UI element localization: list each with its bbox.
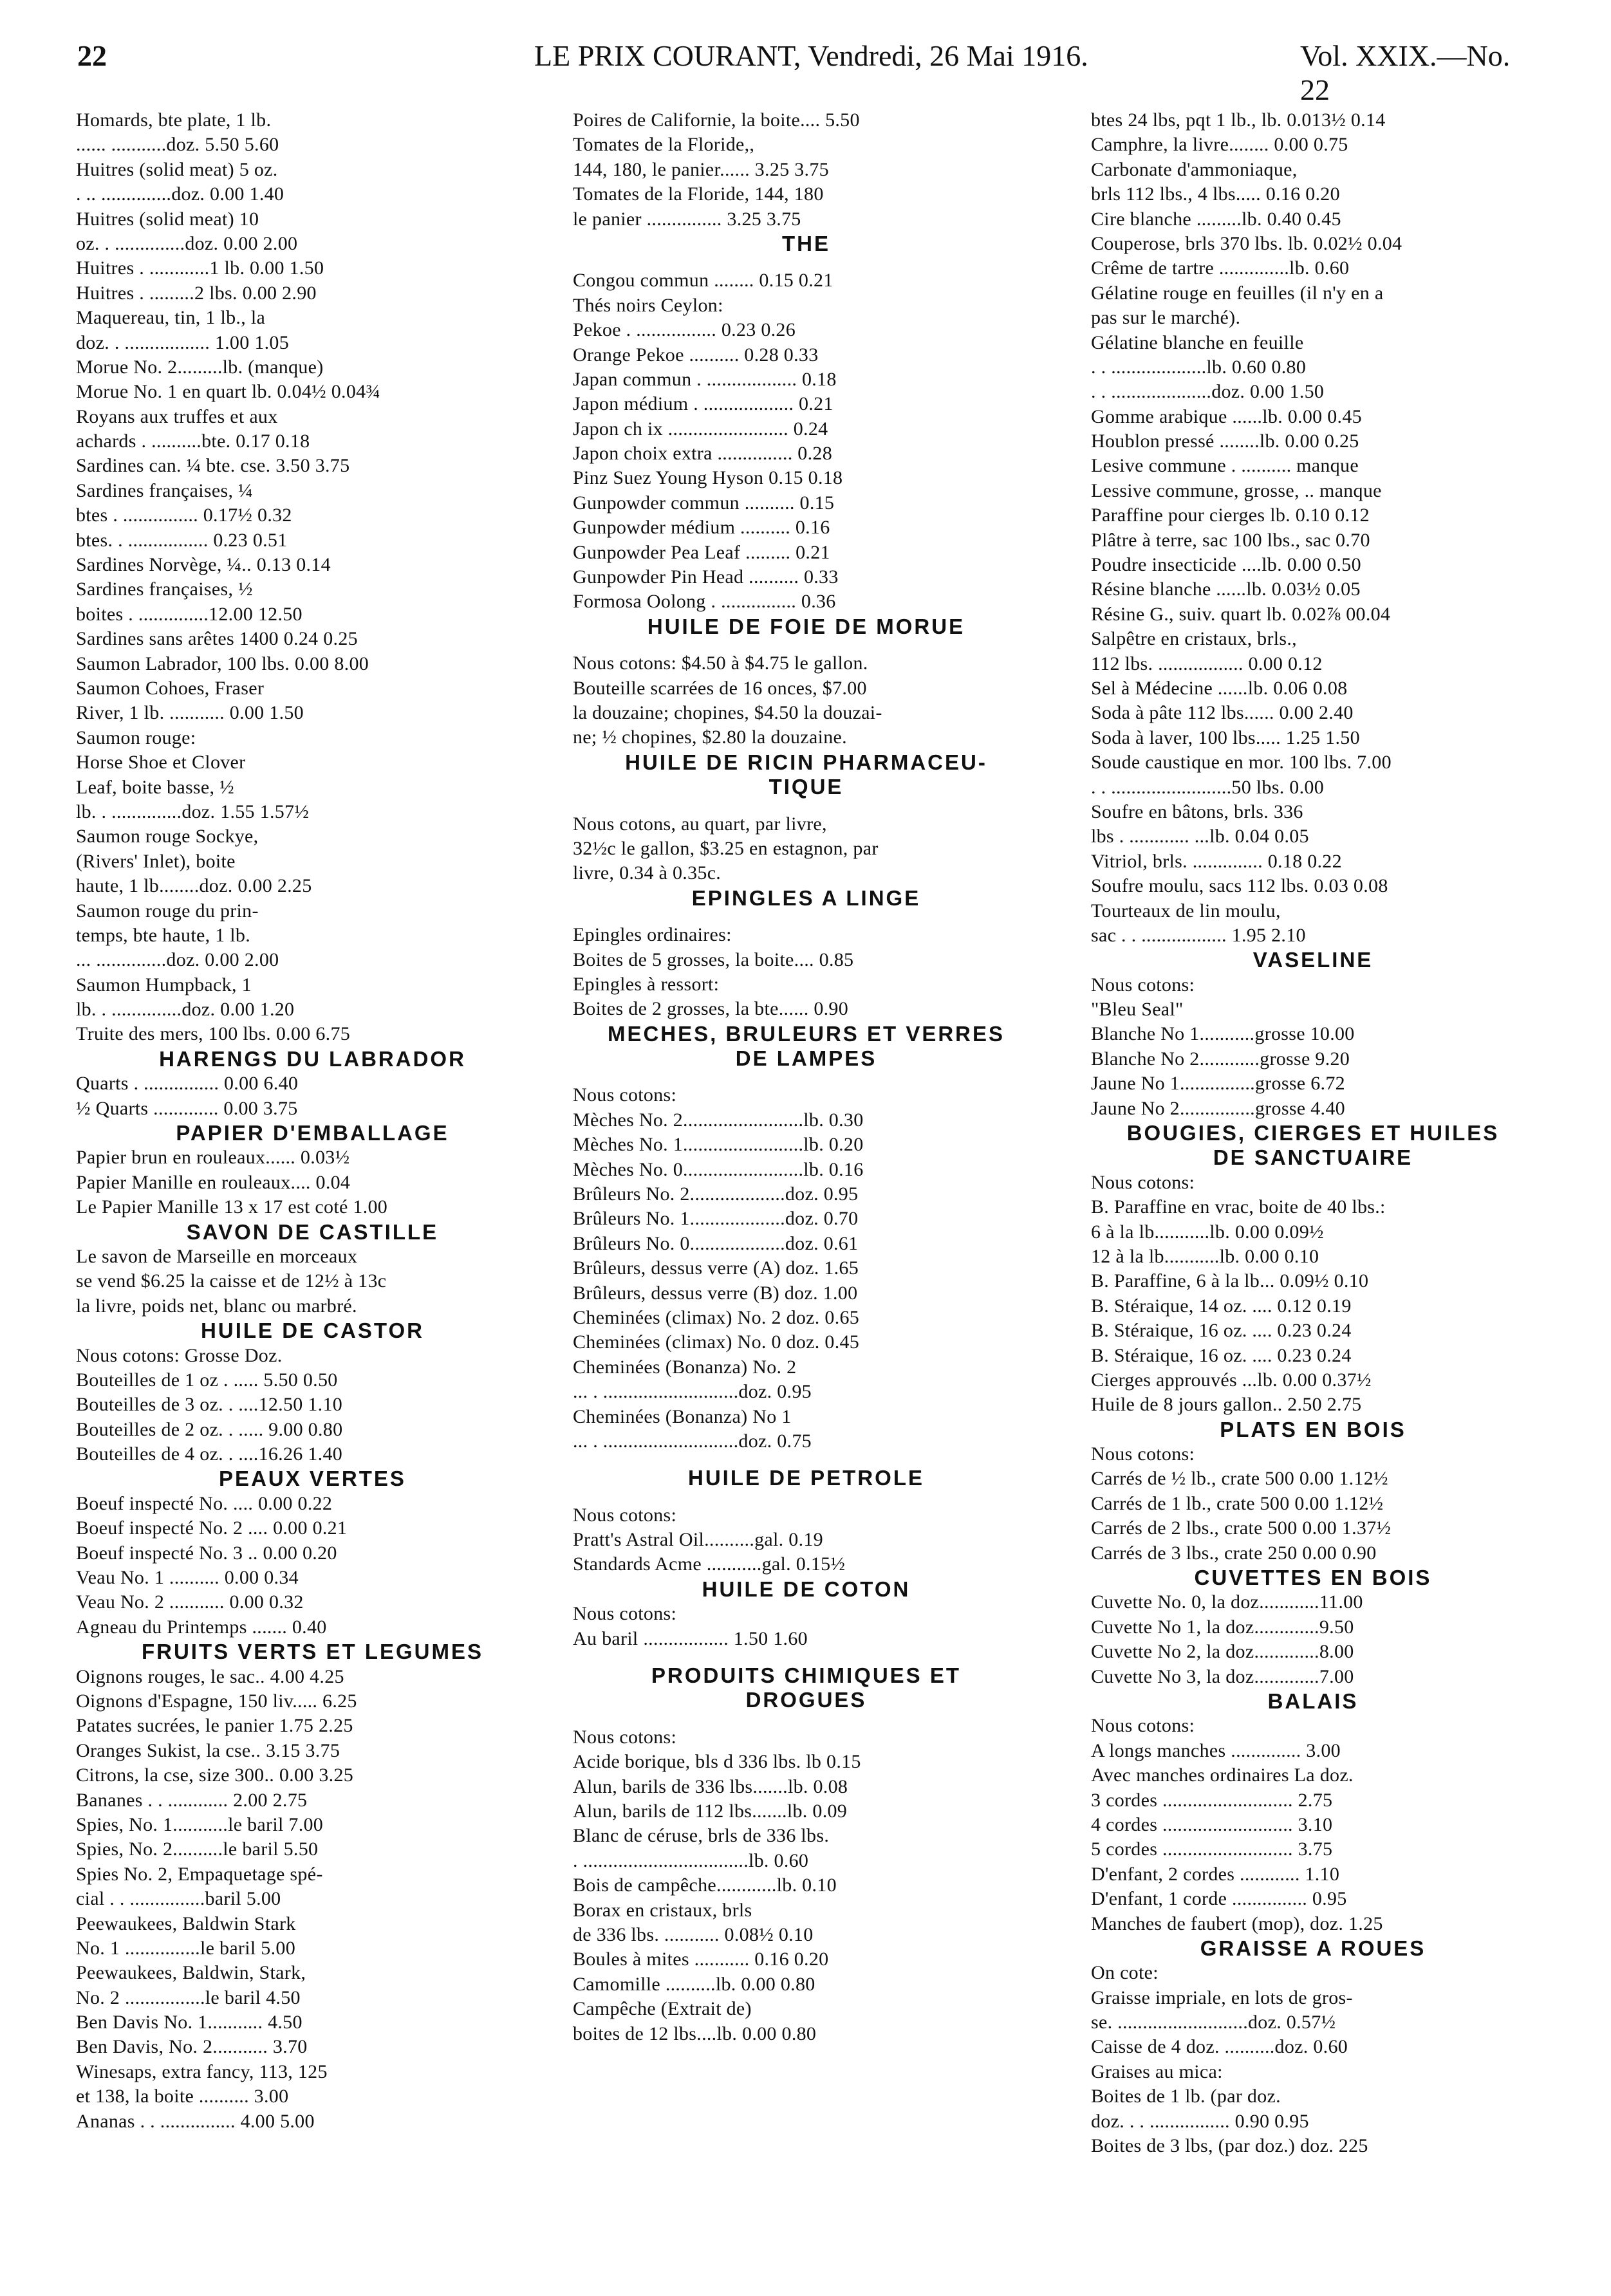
price-line: Quarts . ............... 0.00 6.40: [76, 1073, 299, 1095]
price-line: Formosa Oolong . ............... 0.36: [573, 591, 836, 613]
price-line: Spies, No. 2..........le baril 5.50: [76, 1838, 319, 1860]
price-line: Boeuf inspecté No. 3 .. 0.00 0.20: [76, 1542, 337, 1564]
price-line: doz. . ................. 1.00 1.05: [76, 331, 290, 353]
price-line: btes 24 lbs, pqt 1 lb., lb. 0.013½ 0.14: [1091, 109, 1386, 131]
price-line: de 336 lbs. ........... 0.08½ 0.10: [573, 1923, 814, 1945]
price-line: Congou commun ........ 0.15 0.21: [573, 270, 833, 292]
price-line: B. Paraffine en vrac, boite de 40 lbs.:: [1091, 1196, 1386, 1218]
price-line: Brûleurs No. 0...................doz. 0.61: [573, 1232, 859, 1254]
price-line: Camomille ..........lb. 0.00 0.80: [573, 1973, 815, 1995]
price-line: Blanche No 1...........grosse 10.00: [1091, 1023, 1355, 1045]
price-line: Ananas . . ............... 4.00 5.00: [76, 2110, 315, 2132]
price-line: lb. . ..............doz. 1.55 1.57½: [76, 801, 310, 822]
column-1: [76, 108, 549, 2283]
price-line: Peewaukees, Baldwin, Stark,: [76, 1962, 306, 1984]
price-line: Huitres (solid meat) 5 oz.: [76, 158, 278, 180]
price-line: 144, 180, le panier...... 3.25 3.75: [573, 158, 829, 180]
spacer: [573, 1713, 1039, 1725]
price-line: Poudre insecticide ....lb. 0.00 0.50: [1091, 554, 1361, 576]
price-line: Maquereau, tin, 1 lb., la: [76, 307, 266, 329]
price-line: Tourteaux de lin moulu,: [1091, 900, 1281, 921]
section-heading: GRAISSE A ROUES: [1200, 1936, 1426, 1960]
price-line: Couperose, brls 370 lbs. lb. 0.02½ 0.04: [1091, 232, 1402, 254]
price-line: Epingles ordinaires:: [573, 924, 732, 946]
price-line: Nous cotons, au quart, par livre,: [573, 813, 827, 835]
price-line: Nous cotons: Grosse Doz.: [76, 1344, 283, 1366]
price-line: Pratt's Astral Oil..........gal. 0.19: [573, 1529, 823, 1551]
price-line: Citrons, la cse, size 300.. 0.00 3.25: [76, 1764, 354, 1786]
price-line: Avec manches ordinaires La doz.: [1091, 1764, 1354, 1786]
section-heading: PAPIER D'EMBALLAGE: [176, 1121, 449, 1145]
price-line: Houblon pressé ........lb. 0.00 0.25: [1091, 430, 1359, 452]
price-line: la douzaine; chopines, $4.50 la douzai-: [573, 701, 882, 723]
price-line: Blanche No 2............grosse 9.20: [1091, 1048, 1350, 1069]
price-line: Huitres . ............1 lb. 0.00 1.50: [76, 257, 324, 279]
price-line: Cheminées (climax) No. 0 doz. 0.45: [573, 1331, 860, 1353]
price-line: . .. ..............doz. 0.00 1.40: [76, 183, 284, 205]
price-line: doz. . . ................ 0.90 0.95: [1091, 2110, 1309, 2132]
price-line: Royans aux truffes et aux: [76, 405, 278, 427]
price-line: Winesaps, extra fancy, 113, 125: [76, 2060, 328, 2082]
section-heading: HUILE DE CASTOR: [201, 1319, 424, 1343]
price-line: Veau No. 1 .......... 0.00 0.34: [76, 1567, 299, 1589]
price-line: Morue No. 2.........lb. (manque): [76, 356, 324, 378]
price-line: ... . ...........................doz. 0.95: [573, 1381, 812, 1403]
price-line: Caisse de 4 doz. ..........doz. 0.60: [1091, 2036, 1348, 2058]
price-line: Saumon rouge Sockye,: [76, 826, 259, 847]
price-line: Sardines françaises, ¼: [76, 479, 253, 501]
price-line: lbs . ............ ...lb. 0.04 0.05: [1091, 826, 1309, 847]
price-line: Plâtre à terre, sac 100 lbs., sac 0.70: [1091, 529, 1370, 551]
price-line: temps, bte haute, 1 lb.: [76, 924, 251, 946]
price-line: Saumon Cohoes, Fraser: [76, 677, 265, 699]
spacer: [573, 911, 1039, 923]
section-heading: TIQUE: [768, 775, 844, 799]
price-line: ne; ½ chopines, $2.80 la douzaine.: [573, 727, 847, 748]
price-line: Brûleurs No. 1...................doz. 0.70: [573, 1208, 859, 1230]
price-line: Horse Shoe et Clover: [76, 752, 246, 773]
section-heading: EPINGLES A LINGE: [691, 885, 921, 910]
spacer: [573, 256, 1039, 268]
price-line: Saumon rouge:: [76, 727, 196, 748]
price-line: 12 à la lb...........lb. 0.00 0.10: [1091, 1245, 1319, 1267]
price-line: Soda à laver, 100 lbs..... 1.25 1.50: [1091, 727, 1360, 748]
section-heading: HUILE DE FOIE DE MORUE: [647, 614, 965, 638]
price-line: se. ..........................doz. 0.57½: [1091, 2012, 1336, 2033]
price-line: livre, 0.34 à 0.35c.: [573, 862, 722, 884]
price-line: . . ...................lb. 0.60 0.80: [1091, 356, 1307, 378]
price-line: Cheminées (climax) No. 2 doz. 0.65: [573, 1306, 860, 1328]
price-line: Le Papier Manille 13 x 17 est coté 1.00: [76, 1196, 388, 1218]
price-line: Tomates de la Floride,,: [573, 134, 755, 156]
price-line: Boites de 2 grosses, la bte...... 0.90: [573, 998, 849, 1020]
price-line: Carrés de ½ lb., crate 500 0.00 1.12½: [1091, 1468, 1388, 1490]
price-line: Manches de faubert (mop), doz. 1.25: [1091, 1912, 1383, 1934]
price-line: Sardines can. ¼ bte. cse. 3.50 3.75: [76, 455, 350, 477]
price-line: lb. . ..............doz. 0.00 1.20: [76, 999, 295, 1021]
price-line: Gélatine rouge en feuilles (il n'y en a: [1091, 282, 1384, 304]
price-line: Salpêtre en cristaux, brls.,: [1091, 628, 1297, 650]
price-line: Jaune No 1...............grosse 6.72: [1091, 1073, 1345, 1095]
price-line: Au baril ................. 1.50 1.60: [573, 1627, 808, 1649]
price-line: Cuvette No 3, la doz.............7.00: [1091, 1665, 1354, 1687]
price-line: Sel à Médecine ......lb. 0.06 0.08: [1091, 677, 1348, 699]
price-line: Peewaukees, Baldwin Stark: [76, 1912, 296, 1934]
price-line: ½ Quarts ............. 0.00 3.75: [76, 1097, 298, 1119]
price-line: Nous cotons:: [573, 1603, 677, 1625]
price-line: B. Stéraique, 14 oz. .... 0.12 0.19: [1091, 1295, 1352, 1317]
price-line: Gélatine blanche en feuille: [1091, 331, 1304, 353]
section-heading: VASELINE: [1252, 948, 1374, 972]
spacer: [573, 1071, 1039, 1083]
price-line: Cierges approuvés ...lb. 0.00 0.37½: [1091, 1369, 1372, 1391]
price-line: Boeuf inspecté No. 2 .... 0.00 0.21: [76, 1517, 348, 1539]
price-line: sac . . ................. 1.95 2.10: [1091, 924, 1306, 946]
price-line: Sardines Norvège, ¼.. 0.13 0.14: [76, 554, 331, 576]
price-line: boites de 12 lbs....lb. 0.00 0.80: [573, 2023, 817, 2044]
price-line: Soufre en bâtons, brls. 336: [1091, 801, 1303, 822]
price-line: 32½c le gallon, $3.25 en estagnon, par: [573, 837, 879, 859]
section-heading: BOUGIES, CIERGES ET HUILES: [1126, 1121, 1500, 1145]
price-line: Patates sucrées, le panier 1.75 2.25: [76, 1715, 353, 1737]
price-line: (Rivers' Inlet), boite: [76, 850, 236, 872]
section-heading: HUILE DE PETROLE: [687, 1466, 925, 1490]
price-line: btes. . ................ 0.23 0.51: [76, 529, 288, 551]
price-line: B. Stéraique, 16 oz. .... 0.23 0.24: [1091, 1344, 1352, 1366]
price-line: Nous cotons:: [1091, 1443, 1195, 1465]
price-line: Bois de campêche............lb. 0.10: [573, 1875, 837, 1896]
price-line: cial . . ...............baril 5.00: [76, 1888, 281, 1910]
section-heading: FRUITS VERTS ET LEGUMES: [141, 1640, 484, 1664]
price-line: Brûleurs, dessus verre (A) doz. 1.65: [573, 1257, 859, 1279]
price-line: "Bleu Seal": [1091, 999, 1184, 1021]
section-heading: DE SANCTUAIRE: [1213, 1145, 1413, 1170]
price-line: Huitres . .........2 lbs. 0.00 2.90: [76, 282, 317, 304]
price-line: Standards Acme ...........gal. 0.15½: [573, 1553, 846, 1575]
spacer: [573, 1651, 1039, 1663]
price-line: Thés noirs Ceylon:: [573, 294, 723, 316]
price-line: Carbonate d'ammoniaque,: [1091, 158, 1298, 180]
price-line: Saumon Labrador, 100 lbs. 0.00 8.00: [76, 653, 369, 674]
price-line: Nous cotons:: [573, 1504, 677, 1526]
price-line: . . ........................50 lbs. 0.00: [1091, 776, 1325, 798]
price-line: Paraffine pour cierges lb. 0.10 0.12: [1091, 505, 1370, 526]
price-line: On cote:: [1091, 1962, 1159, 1984]
section-heading: MECHES, BRULEURS ET VERRES: [607, 1021, 1005, 1046]
price-line: et 138, la boite .......... 3.00: [76, 2086, 289, 2107]
price-line: Bouteilles de 1 oz . ..... 5.50 0.50: [76, 1369, 338, 1391]
price-line: pas sur le marché).: [1091, 307, 1241, 329]
price-line: Sardines françaises, ½: [76, 579, 253, 600]
price-line: brls 112 lbs., 4 lbs..... 0.16 0.20: [1091, 183, 1340, 205]
price-line: Boites de 1 lb. (par doz.: [1091, 2086, 1281, 2107]
price-line: 3 cordes .......................... 2.75: [1091, 1789, 1333, 1811]
price-line: Lessive commune, grosse, .. manque: [1091, 479, 1382, 501]
price-line: Morue No. 1 en quart lb. 0.04½ 0.04¾: [76, 381, 381, 403]
price-line: Crême de tartre ..............lb. 0.60: [1091, 257, 1350, 279]
section-heading: HUILE DE RICIN PHARMACEU-: [625, 750, 987, 774]
price-line: Papier Manille en rouleaux.... 0.04: [76, 1171, 351, 1193]
spacer: [573, 639, 1039, 651]
price-line: Gunpowder commun .......... 0.15: [573, 492, 835, 514]
price-line: btes . ............... 0.17½ 0.32: [76, 505, 292, 526]
price-line: 112 lbs. ................. 0.00 0.12: [1091, 653, 1323, 674]
price-line: Oranges Sukist, la cse.. 3.15 3.75: [76, 1739, 340, 1761]
price-line: la livre, poids net, blanc ou marbré.: [76, 1295, 357, 1317]
price-line: Saumon rouge du prin-: [76, 900, 259, 921]
price-line: Soda à pâte 112 lbs...... 0.00 2.40: [1091, 702, 1354, 724]
price-line: se vend $6.25 la caisse et de 12½ à 13c: [76, 1270, 387, 1292]
price-line: Brûleurs No. 2...................doz. 0.95: [573, 1183, 859, 1205]
price-line: Bouteilles de 3 oz. . ....12.50 1.10: [76, 1394, 343, 1416]
column-2: [573, 108, 1039, 2283]
price-line: Mèches No. 0........................lb. 0.16: [573, 1158, 864, 1180]
section-heading: THE: [782, 231, 830, 255]
price-line: Papier brun en rouleaux...... 0.03½: [76, 1147, 350, 1169]
price-line: Japan commun . .................. 0.18: [573, 368, 837, 390]
section-heading: HARENGS DU LABRADOR: [159, 1046, 466, 1071]
price-line: Blanc de céruse, brls de 336 lbs.: [573, 1825, 830, 1847]
price-line: Boites de 5 grosses, la boite.... 0.85: [573, 949, 854, 970]
price-line: Soude caustique en mor. 100 lbs. 7.00: [1091, 752, 1392, 773]
price-line: Cire blanche .........lb. 0.40 0.45: [1091, 208, 1341, 230]
section-heading: PEAUX VERTES: [219, 1467, 406, 1491]
page-header: [45, 39, 1525, 106]
price-line: Boeuf inspecté No. .... 0.00 0.22: [76, 1492, 333, 1514]
price-line: le panier ............... 3.25 3.75: [573, 208, 801, 230]
price-line: Spies, No. 1...........le baril 7.00: [76, 1813, 324, 1835]
price-line: B. Paraffine, 6 à la lb... 0.09½ 0.10: [1091, 1270, 1369, 1292]
publication-title: LE PRIX COURANT, Vendredi, 26 Mai 1916.: [534, 39, 1088, 72]
price-line: Nous cotons:: [1091, 1715, 1195, 1737]
price-line: Agneau du Printemps ....... 0.40: [76, 1616, 327, 1638]
price-line: Alun, barils de 112 lbs.......lb. 0.09: [573, 1801, 848, 1822]
section-heading: DE LAMPES: [735, 1046, 877, 1071]
price-line: D'enfant, 1 corde ............... 0.95: [1091, 1888, 1347, 1910]
price-line: Graisse impriale, en lots de gros-: [1091, 1986, 1353, 2008]
price-line: Pekoe . ................ 0.23 0.26: [573, 319, 796, 341]
price-line: Boules à mites ........... 0.16 0.20: [573, 1949, 829, 1970]
price-line: Poires de Californie, la boite.... 5.50: [573, 109, 860, 131]
price-line: . . ....................doz. 0.00 1.50: [1091, 381, 1325, 403]
price-line: Sardines sans arêtes 1400 0.24 0.25: [76, 628, 358, 650]
price-line: B. Stéraique, 16 oz. .... 0.23 0.24: [1091, 1320, 1352, 1342]
section-heading: HUILE DE COTON: [702, 1577, 911, 1601]
price-line: Alun, barils de 336 lbs.......lb. 0.08: [573, 1775, 848, 1797]
price-line: Pinz Suez Young Hyson 0.15 0.18: [573, 467, 843, 489]
price-line: Cuvette No. 0, la doz............11.00: [1091, 1591, 1363, 1613]
price-line: Soufre moulu, sacs 112 lbs. 0.03 0.08: [1091, 875, 1388, 897]
price-line: Leaf, boite basse, ½: [76, 776, 234, 798]
price-line: ... ..............doz. 0.00 2.00: [76, 949, 279, 971]
price-line: Bouteilles de 4 oz. . ....16.26 1.40: [76, 1443, 343, 1465]
volume-number: Vol. XXIX.—No. 22: [1300, 39, 1511, 106]
price-line: Vitriol, brls. .............. 0.18 0.22: [1091, 850, 1342, 872]
price-line: Campêche (Extrait de): [573, 1998, 752, 2020]
price-line: Boites de 3 lbs, (par doz.) doz. 225: [1091, 2135, 1368, 2157]
price-line: Cheminées (Bonanza) No 1: [573, 1405, 792, 1427]
price-line: Japon médium . .................. 0.21: [573, 393, 833, 415]
price-line: haute, 1 lb........doz. 0.00 2.25: [76, 875, 312, 897]
section-heading: SAVON DE CASTILLE: [186, 1219, 439, 1244]
price-line: Nous cotons:: [1091, 974, 1195, 995]
price-line: Brûleurs, dessus verre (B) doz. 1.00: [573, 1282, 858, 1304]
price-line: Carrés de 1 lb., crate 500 0.00 1.12½: [1091, 1492, 1384, 1514]
price-line: Cuvette No 2, la doz.............8.00: [1091, 1641, 1354, 1663]
price-line: Graises au mica:: [1091, 2060, 1223, 2082]
price-line: Huitres (solid meat) 10: [76, 208, 259, 230]
price-line: Résine G., suiv. quart lb. 0.02⅞ 00.04: [1091, 603, 1391, 625]
price-line: Bananes . . ............ 2.00 2.75: [76, 1789, 308, 1811]
price-line: D'enfant, 2 cordes ............ 1.10: [1091, 1863, 1340, 1885]
price-line: Mèches No. 2........................lb. 0.30: [573, 1109, 864, 1131]
price-line: Carrés de 3 lbs., crate 250 0.00 0.90: [1091, 1542, 1377, 1564]
price-line: boites . ..............12.00 12.50: [76, 603, 303, 625]
price-line: Mèches No. 1........................lb. 0.20: [573, 1134, 864, 1156]
price-line: Jaune No 2...............grosse 4.40: [1091, 1097, 1345, 1119]
price-line: Nous cotons:: [573, 1726, 677, 1748]
price-line: Oignons d'Espagne, 150 liv..... 6.25: [76, 1690, 357, 1712]
price-line: Cuvette No 1, la doz.............9.50: [1091, 1616, 1354, 1638]
price-line: Oignons rouges, le sac.. 4.00 4.25: [76, 1665, 344, 1687]
section-heading: CUVETTES EN BOIS: [1194, 1566, 1432, 1590]
price-line: Gunpowder Pin Head .......... 0.33: [573, 566, 839, 588]
spacer: [573, 1491, 1039, 1503]
price-line: River, 1 lb. ........... 0.00 1.50: [76, 702, 304, 724]
price-line: No. 2 ................le baril 4.50: [76, 1986, 301, 2008]
price-line: Tomates de la Floride, 144, 180: [573, 183, 824, 205]
price-line: . .................................lb. 0.60: [573, 1849, 809, 1871]
price-line: oz. . ..............doz. 0.00 2.00: [76, 232, 298, 254]
price-line: Résine blanche ......lb. 0.03½ 0.05: [1091, 579, 1361, 600]
price-line: Veau No. 2 ........... 0.00 0.32: [76, 1591, 304, 1613]
section-heading: DROGUES: [745, 1688, 867, 1712]
price-line: ...... ...........doz. 5.50 5.60: [76, 134, 279, 156]
price-line: Truite des mers, 100 lbs. 0.00 6.75: [76, 1023, 351, 1045]
price-line: Gunpowder médium .......... 0.16: [573, 517, 830, 539]
spacer: [573, 800, 1039, 812]
price-line: Gomme arabique ......lb. 0.00 0.45: [1091, 405, 1362, 427]
price-line: Japon ch ix ........................ 0.24: [573, 418, 828, 440]
price-line: 4 cordes .......................... 3.10: [1091, 1813, 1333, 1835]
price-line: Gunpowder Pea Leaf ......... 0.21: [573, 541, 830, 563]
price-line: 6 à la lb...........lb. 0.00 0.09½: [1091, 1221, 1324, 1243]
price-line: Acide borique, bls d 336 lbs. lb 0.15: [573, 1751, 861, 1773]
column-3: [1091, 108, 1535, 2283]
price-line: Spies No. 2, Empaquetage spé-: [76, 1863, 323, 1885]
price-line: No. 1 ...............le baril 5.00: [76, 1937, 295, 1959]
price-line: Borax en cristaux, brls: [573, 1899, 752, 1921]
price-line: Epingles à ressort:: [573, 973, 720, 995]
price-line: Carrés de 2 lbs., crate 500 0.00 1.37½: [1091, 1517, 1392, 1539]
price-line: Saumon Humpback, 1: [76, 974, 252, 995]
price-line: Bouteilles de 2 oz. . ..... 9.00 0.80: [76, 1418, 343, 1440]
spacer: [573, 1454, 1039, 1466]
section-heading: PRODUITS CHIMIQUES ET: [651, 1663, 962, 1688]
price-line: 5 cordes .......................... 3.75: [1091, 1838, 1333, 1860]
price-line: Ben Davis No. 1........... 4.50: [76, 2012, 303, 2033]
price-line: Nous cotons:: [1091, 1171, 1195, 1193]
price-line: Cheminées (Bonanza) No. 2: [573, 1356, 797, 1378]
price-line: Camphre, la livre........ 0.00 0.75: [1091, 134, 1348, 156]
price-line: Japon choix extra ............... 0.28: [573, 443, 832, 465]
price-line: achards . ..........bte. 0.17 0.18: [76, 430, 310, 452]
price-line: ... . ...........................doz. 0.75: [573, 1430, 812, 1452]
price-line: Homards, bte plate, 1 lb.: [76, 109, 272, 131]
section-heading: BALAIS: [1267, 1689, 1359, 1713]
price-line: Nous cotons:: [573, 1084, 677, 1106]
price-line: Orange Pekoe .......... 0.28 0.33: [573, 344, 819, 366]
price-line: A longs manches .............. 3.00: [1091, 1739, 1341, 1761]
price-line: Huile de 8 jours gallon.. 2.50 2.75: [1091, 1394, 1362, 1416]
price-line: Lesive commune . .......... manque: [1091, 455, 1359, 477]
price-line: Ben Davis, No. 2........... 3.70: [76, 2036, 308, 2058]
price-line: Bouteille scarrées de 16 onces, $7.00: [573, 677, 867, 699]
price-line: Nous cotons: $4.50 à $4.75 le gallon.: [573, 653, 868, 674]
section-heading: PLATS EN BOIS: [1220, 1417, 1406, 1441]
price-line: Le savon de Marseille en morceaux: [76, 1245, 358, 1267]
page-number: 22: [77, 39, 107, 72]
